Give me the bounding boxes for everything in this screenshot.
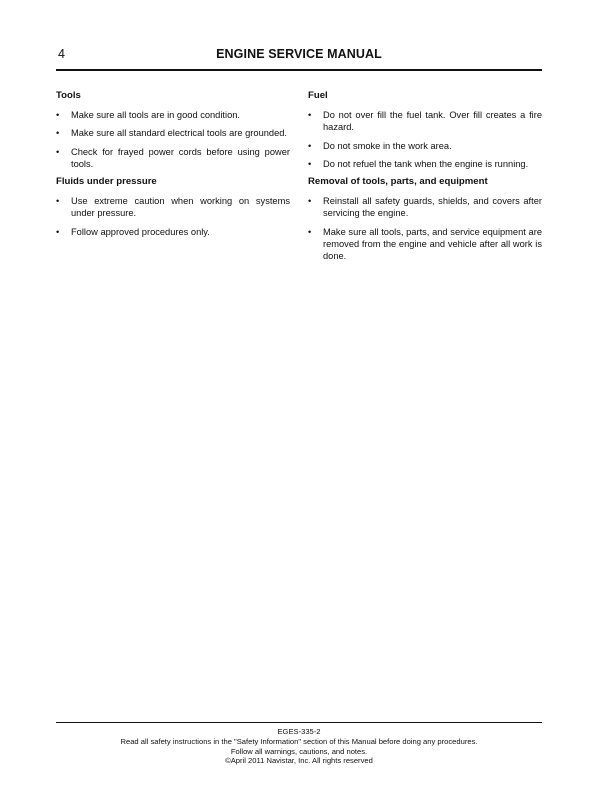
bullet-icon: • — [308, 110, 312, 120]
section-title-tools: Tools — [56, 90, 81, 101]
list-item: • Follow approved procedures only. — [56, 226, 210, 237]
left-column — [56, 90, 290, 244]
bullet-icon: • — [308, 158, 312, 169]
fuel-list — [308, 109, 542, 170]
bullet-icon: • — [308, 140, 312, 151]
right-column — [308, 90, 542, 269]
section-fluids — [56, 176, 290, 238]
list-item: • Do not smoke in the work area. — [308, 140, 452, 151]
list-item: • Make sure all standard electrical tools are grounded. — [56, 128, 288, 139]
footer-rule — [56, 722, 542, 723]
page-header — [56, 47, 542, 69]
page-number: 4 — [58, 47, 65, 61]
bullet-icon: • — [308, 226, 312, 237]
header-rule — [56, 69, 542, 71]
bullet-icon: • — [56, 128, 60, 139]
section-fuel — [308, 90, 542, 170]
list-item: • Use extreme caution when working on systems under pressure. — [56, 196, 290, 219]
list-item: • Reinstall all safety guards, shields, and covers after servicing the engine. — [308, 196, 542, 219]
list-item: • Do not refuel the tank when the engine is running. — [308, 158, 529, 169]
section-title-removal: Removal of tools, parts, and equipment — [308, 176, 488, 188]
removal-list — [308, 195, 542, 262]
copyright: ©April 2011 Navistar, Inc. All rights reserved — [225, 756, 373, 766]
section-tools — [56, 90, 290, 170]
doc-code: EGES-335-2 — [277, 727, 321, 736]
list-item: • Check for frayed power cords before using power tools. — [56, 146, 290, 169]
bullet-icon: • — [56, 196, 60, 207]
list-item: • Make sure all tools, parts, and service equipment are removed from the engine and vehicle after all work is done. — [308, 226, 542, 262]
fluids-list — [56, 195, 290, 238]
section-title-fuel: Fuel — [308, 90, 328, 101]
section-title-fluids: Fluids under pressure — [56, 176, 157, 188]
bullet-icon: • — [56, 110, 60, 120]
bullet-icon: • — [56, 146, 60, 157]
tools-list — [56, 109, 290, 170]
page-footer — [56, 727, 542, 766]
list-item: • Make sure all tools are in good condition. — [56, 110, 240, 120]
list-item: • Do not over fill the fuel tank. Over fill creates a fire hazard. — [308, 110, 542, 133]
footer-warnings-note: Follow all warnings, cautions, and notes. — [230, 746, 368, 756]
footer-safety-note: Read all safety instructions in the "Safety Information" section of this Manual before doing any procedures. — [120, 736, 478, 746]
manual-title: ENGINE SERVICE MANUAL — [216, 47, 382, 61]
bullet-icon: • — [56, 226, 60, 237]
bullet-icon: • — [308, 196, 312, 207]
section-removal — [308, 176, 542, 262]
